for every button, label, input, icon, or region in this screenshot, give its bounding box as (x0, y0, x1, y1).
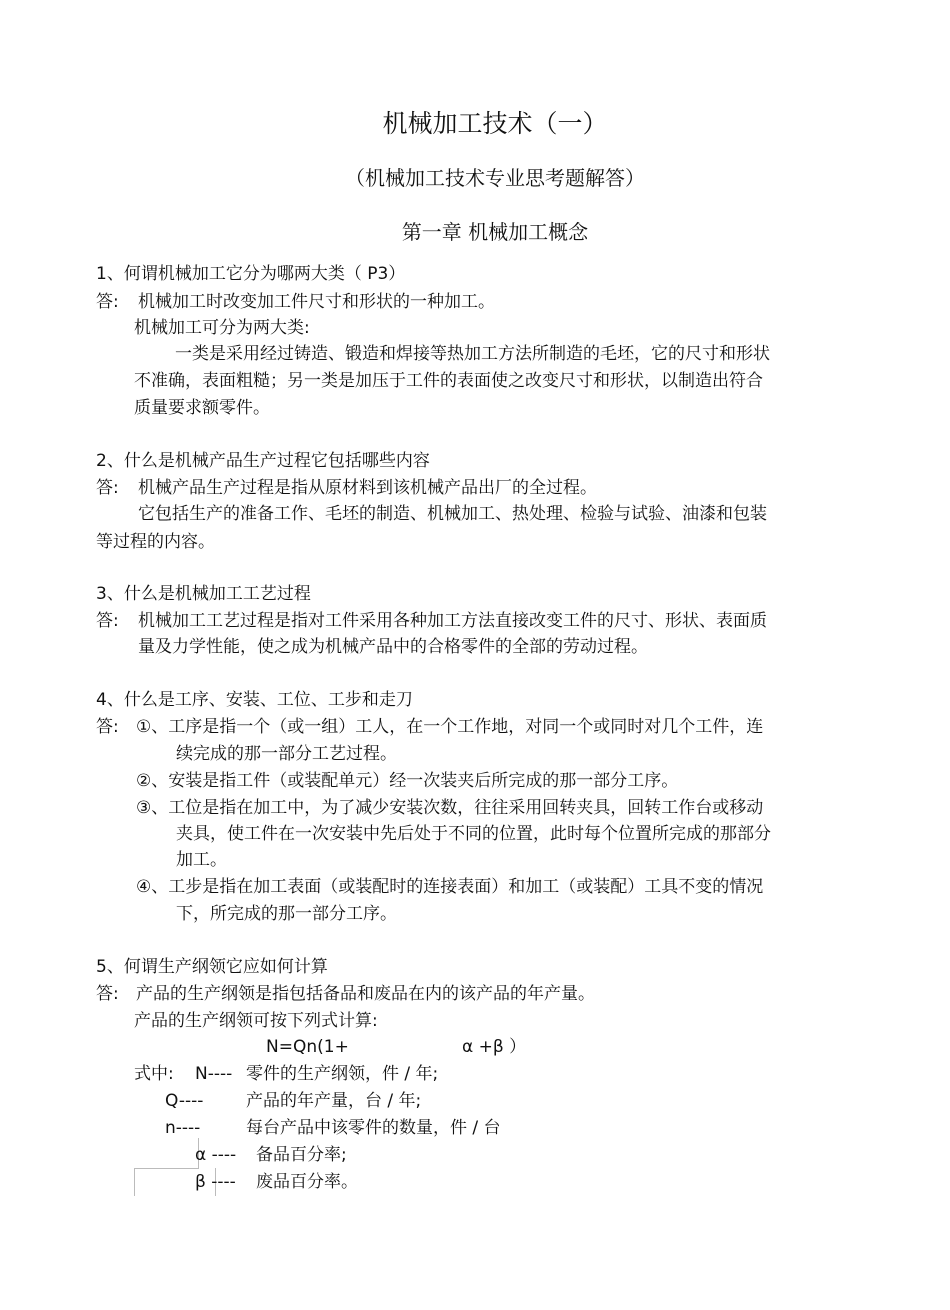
answer-label-3: 答: (96, 611, 119, 631)
answer-2-line-1: 机械产品生产过程是指从原材料到该机械产品出厂的全过程。 (138, 478, 597, 498)
answer-label-5: 答: (96, 984, 119, 1004)
answer-4-item-3-line-2: 夹具，使工件在一次安装中先后处于不同的位置，此时每个位置所完成的那部分 (176, 824, 771, 844)
def-symbol-n: n---- (165, 1118, 201, 1138)
def-text-alpha: 备品百分率; (256, 1145, 347, 1165)
formula-part-1: N=Qn(1+ (266, 1037, 349, 1057)
formula-box-line (134, 1138, 199, 1169)
question-2: 2、什么是机械产品生产过程它包括哪些内容 (96, 451, 430, 471)
answer-4-item-1-line-1: ①、工序是指一个（或一组）工人，在一个工作地，对同一个或同时对几个工件，连 (136, 717, 764, 737)
answer-1-para-line-1: 一类是采用经过铸造、锻造和焊接等热加工方法所制造的毛坯，它的尺寸和形状 (175, 344, 770, 364)
page-subtitle: （机械加工技术专业思考题解答） (345, 166, 645, 190)
question-4: 4、什么是工序、安装、工位、工步和走刀 (96, 690, 413, 710)
answer-1-para-line-3: 质量要求额零件。 (134, 398, 270, 418)
answer-label-2: 答: (96, 478, 119, 498)
answer-4-item-1-line-2: 续完成的那一部分工艺过程。 (176, 744, 397, 764)
answer-1-line-2: 机械加工可分为两大类: (134, 318, 310, 338)
question-1: 1、何谓机械加工它分为哪两大类（ P3） (96, 264, 406, 284)
answer-3-line-2: 量及力学性能，使之成为机械产品中的合格零件的全部的劳动过程。 (138, 637, 648, 657)
chapter-heading: 第一章 机械加工概念 (401, 220, 589, 244)
answer-5-line-1: 产品的生产纲领是指包括备品和废品在内的该产品的年产量。 (136, 984, 595, 1004)
def-text-N: 零件的生产纲领，件 / 年; (246, 1064, 439, 1084)
answer-1-para-line-2: 不准确，表面粗糙；另一类是加压于工件的表面使之改变尺寸和形状，以制造出符合 (134, 371, 763, 391)
question-5: 5、何谓生产纲领它应如何计算 (96, 957, 328, 977)
question-3: 3、什么是机械加工工艺过程 (96, 584, 311, 604)
answer-4-item-4-line-2: 下，所完成的那一部分工序。 (176, 904, 397, 924)
page-title: 机械加工技术（一） (382, 109, 608, 138)
answer-4-item-2-line-1: ②、安装是指工件（或装配单元）经一次装夹后所完成的那一部分工序。 (136, 771, 679, 791)
answer-4-item-3-line-3: 加工。 (176, 850, 227, 870)
answer-2-line-2: 它包括生产的准备工作、毛坯的制造、机械加工、热处理、检验与试验、油漆和包装 (138, 504, 767, 524)
answer-4-item-3-line-1: ③、工位是指在加工中，为了减少安装次数，往往采用回转夹具，回转工作台或移动 (136, 798, 764, 818)
def-symbol-Q: Q---- (165, 1091, 204, 1111)
def-text-beta: 废品百分率。 (256, 1172, 358, 1192)
def-symbol-alpha: α ---- (195, 1145, 237, 1165)
answer-5-line-2: 产品的生产纲领可按下列式计算: (134, 1011, 378, 1031)
answer-label-4: 答: (96, 717, 119, 737)
answer-1-line-1: 机械加工时改变加工件尺寸和形状的一种加工。 (138, 292, 495, 312)
formula-part-2: α +β ） (462, 1037, 527, 1057)
def-text-Q: 产品的年产量，台 / 年; (246, 1091, 422, 1111)
def-symbol-beta: β ---- (195, 1172, 236, 1192)
def-symbol-N: N---- (195, 1064, 233, 1084)
answer-label-1: 答: (96, 292, 119, 312)
answer-2-line-3: 等过程的内容。 (96, 532, 215, 552)
answer-4-item-4-line-1: ④、工步是指在加工表面（或装配时的连接表面）和加工（或装配）工具不变的情况 (136, 877, 764, 897)
where-label: 式中: (134, 1064, 174, 1084)
def-text-n: 每台产品中该零件的数量，件 / 台 (246, 1118, 501, 1138)
answer-3-line-1: 机械加工工艺过程是指对工件采用各种加工方法直接改变工件的尺寸、形状、表面质 (138, 611, 767, 631)
